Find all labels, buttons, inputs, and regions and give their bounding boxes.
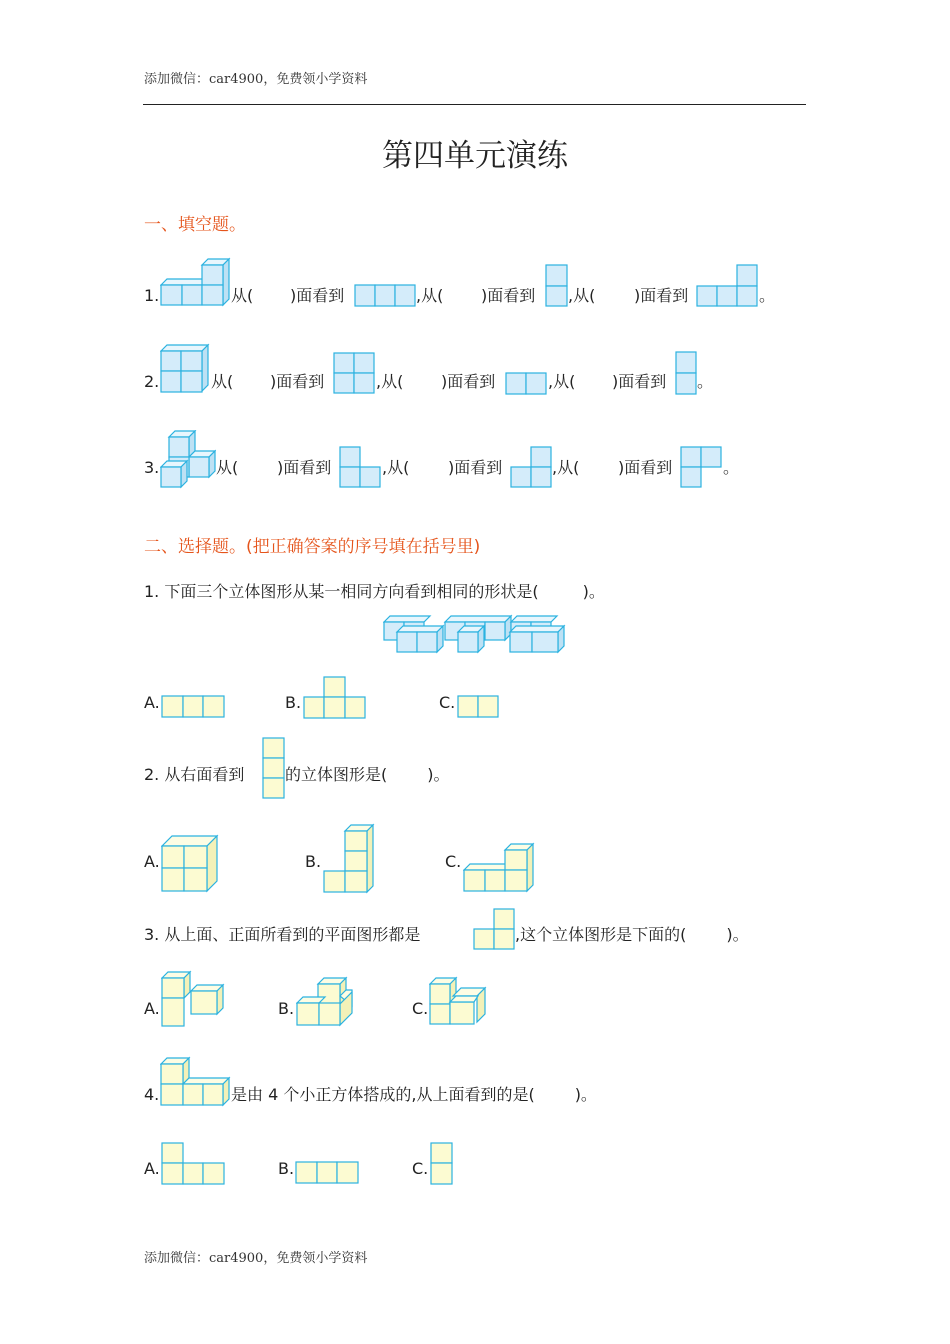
fill-q1-view1-figure: [354, 284, 418, 308]
choice-q3-option-a-figure: [161, 970, 225, 1028]
choice-q4-option-b[interactable]: B.: [278, 1159, 295, 1178]
choice-q3-view-figure: [473, 908, 517, 952]
fill-q1-part6: )面看到: [634, 286, 689, 305]
fill-q2-part1: 从(: [211, 372, 234, 391]
fill-q2-part5: ,从(: [548, 372, 576, 391]
choice-q3-option-c[interactable]: C.: [412, 999, 429, 1018]
fill-q3-part6: )面看到: [618, 458, 673, 477]
choice-q2-end: )。: [427, 765, 450, 784]
fill-q3-number: 3.: [144, 458, 160, 477]
choice-q4-option-b-figure: [295, 1161, 361, 1185]
section-fill-blank-heading: 一、填空题。: [144, 215, 246, 235]
choice-q2-option-b[interactable]: B.: [305, 852, 322, 871]
fill-q1-view3-figure: [696, 264, 760, 308]
choice-q3-end: )。: [726, 925, 749, 944]
choice-q4-end: )。: [574, 1085, 597, 1104]
choice-q3-pre: 3. 从上面、正面所看到的平面图形都是: [144, 925, 421, 944]
fill-q3-part2: )面看到: [277, 458, 332, 477]
choice-q2-option-b-figure: [323, 823, 375, 894]
fill-q2-solid-figure: [160, 343, 212, 395]
choice-q2-option-c-figure: [463, 842, 535, 894]
page-title: 第四单元演练: [382, 138, 568, 174]
choice-q2-right-view-figure: [262, 737, 286, 801]
header-rule: [143, 104, 806, 105]
fill-q1-part3: ,从(: [416, 286, 444, 305]
choice-q3-option-b-figure: [296, 976, 354, 1028]
choice-q4-solid-figure: [160, 1056, 232, 1108]
fill-q3-part4: )面看到: [448, 458, 503, 477]
choice-q4-stem: 是由 4 个小正方体搭成的,从上面看到的是(: [231, 1085, 535, 1104]
fill-q3-view3-figure: [680, 446, 724, 490]
fill-q1-part5: ,从(: [568, 286, 596, 305]
fill-q2-view3-figure: [675, 351, 699, 396]
page-footer: 添加微信：car4900，免费领小学资料: [144, 1251, 368, 1266]
choice-q3-option-c-figure: [429, 976, 489, 1028]
fill-q1-number: 1.: [144, 286, 160, 305]
choice-q4-number: 4.: [144, 1085, 160, 1104]
choice-q2-pre: 2. 从右面看到: [144, 765, 245, 784]
fill-q3-view2-figure: [510, 446, 554, 490]
fill-q1-solid-figure: [160, 257, 232, 307]
choice-q1-text: [144, 582, 605, 602]
choice-q2-option-a-figure: [161, 834, 219, 894]
choice-q3-option-a[interactable]: A.: [144, 999, 160, 1018]
fill-q2-part6: )面看到: [612, 372, 667, 391]
choice-q1-option-b-figure: [303, 676, 367, 720]
choice-q1-option-a[interactable]: A.: [144, 693, 160, 712]
fill-q3-part1: 从(: [216, 458, 239, 477]
choice-q1-three-solids-figure: [383, 614, 567, 656]
choice-q2-stem: 的立体图形是(: [285, 765, 388, 784]
fill-q1-view2-figure: [545, 264, 569, 308]
choice-q4-text: [231, 1085, 597, 1105]
choice-q4-option-a-figure: [161, 1142, 227, 1186]
page-header: 添加微信：car4900，免费领小学资料: [144, 72, 368, 87]
choice-q3-text: [515, 925, 749, 945]
choice-q3-option-b[interactable]: B.: [278, 999, 295, 1018]
choice-q1-option-a-figure: [161, 695, 227, 719]
fill-q2-number: 2.: [144, 372, 160, 391]
section-choice-heading: 二、选择题。(把正确答案的序号填在括号里): [144, 537, 481, 557]
fill-q1-part1: 从(: [231, 286, 254, 305]
fill-q3-part3: ,从(: [382, 458, 410, 477]
fill-q3-view1-figure: [339, 446, 383, 490]
choice-q1-stem: 1. 下面三个立体图形从某一相同方向看到相同的形状是(: [144, 582, 539, 601]
fill-q2-view1-figure: [333, 352, 377, 396]
fill-q2-end: 。: [697, 372, 714, 391]
choice-q1-option-c[interactable]: C.: [439, 693, 456, 712]
fill-q1-end: 。: [759, 286, 776, 305]
choice-q2-text: [285, 765, 450, 785]
choice-q2-option-a[interactable]: A.: [144, 852, 160, 871]
choice-q1-end: )。: [582, 582, 605, 601]
choice-q3-stem: ,这个立体图形是下面的(: [515, 925, 687, 944]
fill-q3-solid-figure: [160, 430, 216, 490]
fill-q1-part2: )面看到: [290, 286, 345, 305]
choice-q1-option-c-figure: [457, 695, 501, 719]
fill-q2-view2-figure: [505, 372, 549, 396]
choice-q2-option-c[interactable]: C.: [445, 852, 462, 871]
fill-q3-end: 。: [723, 458, 740, 477]
choice-q1-option-b[interactable]: B.: [285, 693, 302, 712]
choice-q4-option-c-figure: [430, 1142, 454, 1186]
fill-q2-part4: )面看到: [441, 372, 496, 391]
fill-q2-part2: )面看到: [270, 372, 325, 391]
fill-q3-part5: ,从(: [552, 458, 580, 477]
fill-q1-part4: )面看到: [481, 286, 536, 305]
fill-q2-part3: ,从(: [376, 372, 404, 391]
choice-q4-option-a[interactable]: A.: [144, 1159, 160, 1178]
choice-q4-option-c[interactable]: C.: [412, 1159, 429, 1178]
